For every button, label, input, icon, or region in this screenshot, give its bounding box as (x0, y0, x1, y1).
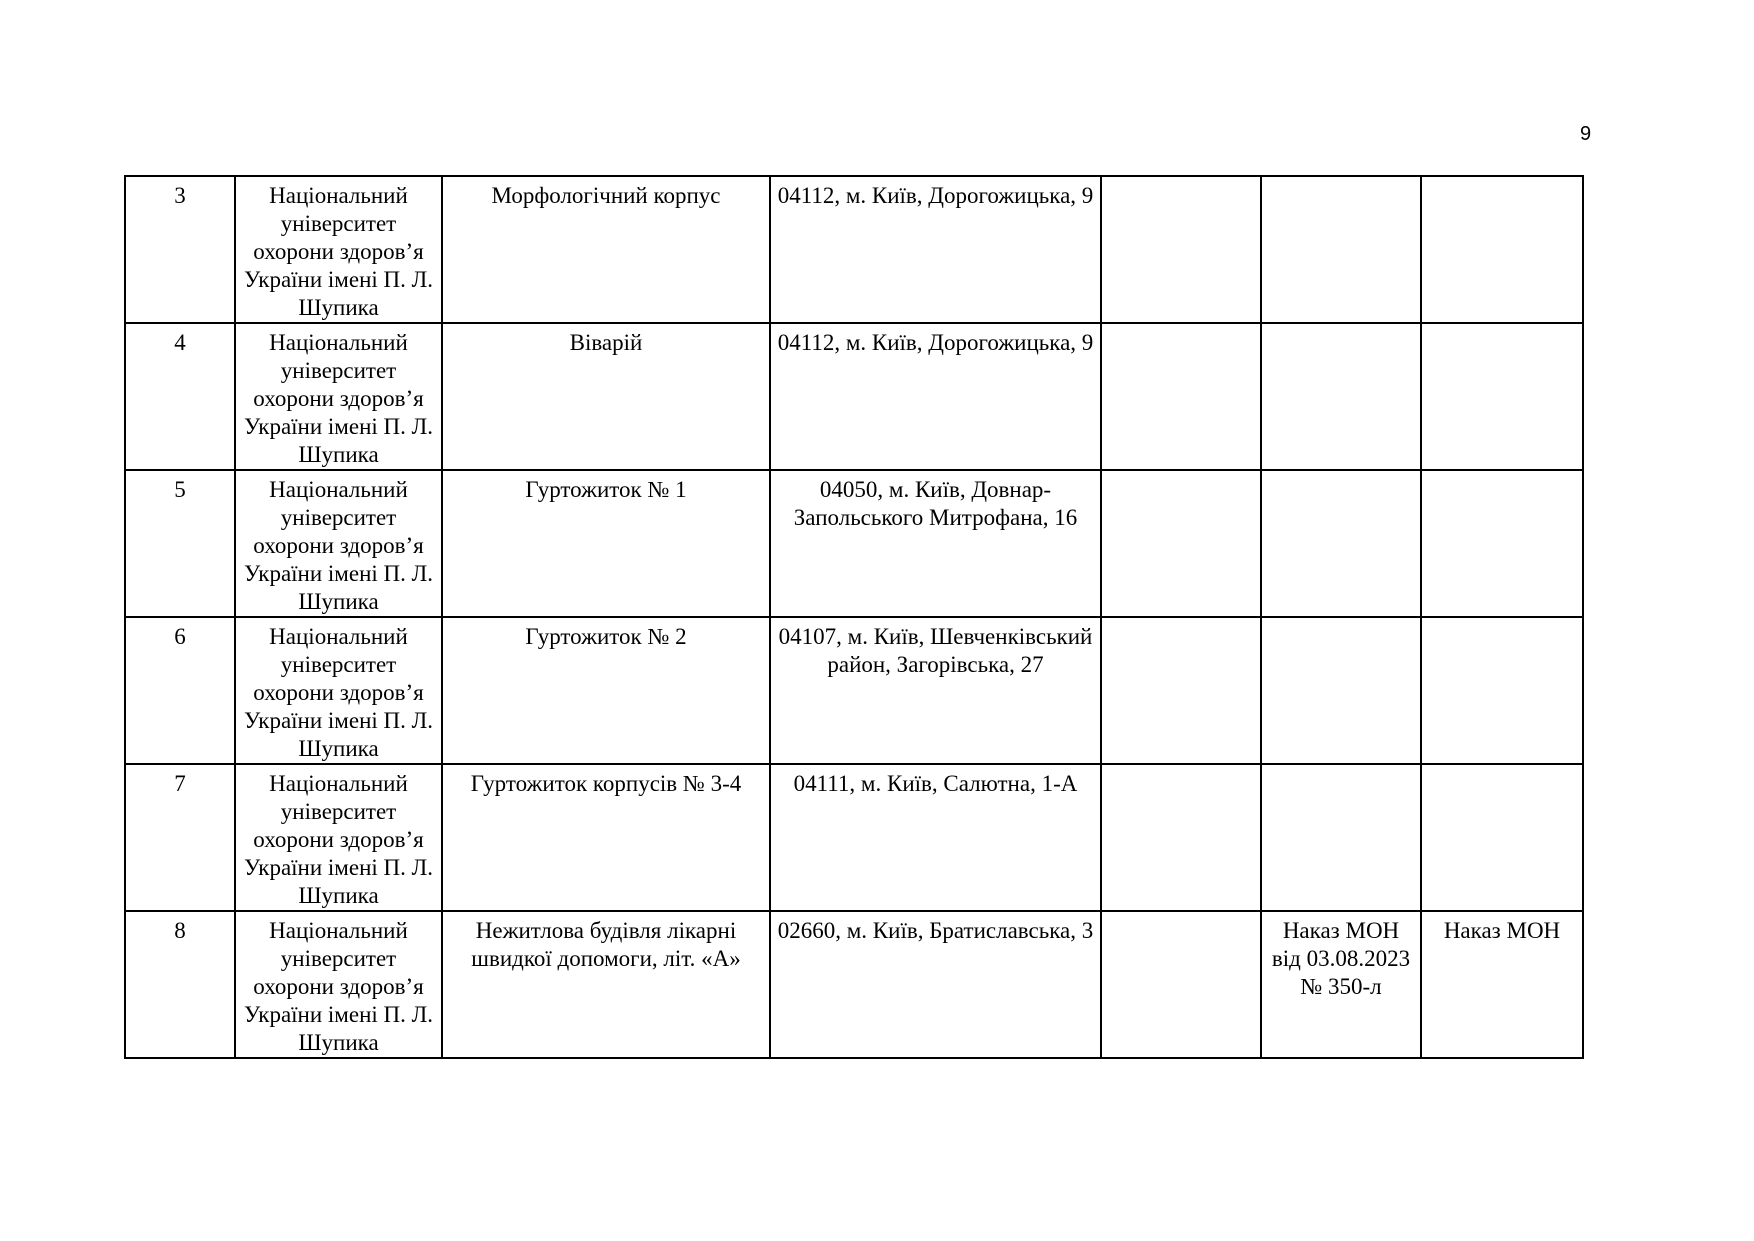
column-7-cell (1421, 470, 1583, 617)
object-name-cell: Морфологічний корпус (442, 176, 770, 323)
row-number-cell: 4 (125, 323, 235, 470)
column-7-cell (1421, 323, 1583, 470)
column-5-cell (1101, 911, 1261, 1058)
row-number-cell: 7 (125, 764, 235, 911)
object-name-cell: Віварій (442, 323, 770, 470)
row-number-cell: 6 (125, 617, 235, 764)
column-6-cell (1261, 617, 1421, 764)
column-5-cell (1101, 323, 1261, 470)
column-6-cell (1261, 323, 1421, 470)
column-6-cell (1261, 470, 1421, 617)
object-name-cell: Гуртожиток № 2 (442, 617, 770, 764)
column-5-cell (1101, 764, 1261, 911)
table-row (125, 911, 1583, 1058)
column-7-cell (1421, 764, 1583, 911)
address-cell: 04107, м. Київ, Шевченківський район, Загорівська, 27 (770, 617, 1101, 764)
organization-cell: Національний університет охорони здоров’я України імені П. Л. Шупика (235, 911, 442, 1058)
object-name-cell: Гуртожиток корпусів № 3-4 (442, 764, 770, 911)
column-6-cell (1261, 176, 1421, 323)
organization-cell: Національний університет охорони здоров’я України імені П. Л. Шупика (235, 764, 442, 911)
column-7-cell (1421, 617, 1583, 764)
table-row (125, 764, 1583, 911)
row-number-cell: 5 (125, 470, 235, 617)
address-cell: 04050, м. Київ, Довнар-Запольського Митрофана, 16 (770, 470, 1101, 617)
object-name-cell: Гуртожиток № 1 (442, 470, 770, 617)
address-cell: 04112, м. Київ, Дорогожицька, 9 (770, 176, 1101, 323)
table-row (125, 323, 1583, 470)
row-number-cell: 8 (125, 911, 235, 1058)
organization-cell: Національний університет охорони здоров’я України імені П. Л. Шупика (235, 470, 442, 617)
page-number: 9 (1580, 123, 1592, 145)
table-row (125, 617, 1583, 764)
organization-cell: Національний університет охорони здоров’я України імені П. Л. Шупика (235, 323, 442, 470)
row-number-cell: 3 (125, 176, 235, 323)
address-cell: 02660, м. Київ, Братиславська, 3 (770, 911, 1101, 1058)
organization-cell: Національний університет охорони здоров’я України імені П. Л. Шупика (235, 176, 442, 323)
column-6-cell: Наказ МОН від 03.08.2023 № 350-л (1261, 911, 1421, 1058)
column-5-cell (1101, 176, 1261, 323)
column-7-cell (1421, 176, 1583, 323)
object-name-cell: Нежитлова будівля лікарні швидкої допомоги, літ. «А» (442, 911, 770, 1058)
address-cell: 04112, м. Київ, Дорогожицька, 9 (770, 323, 1101, 470)
table-row (125, 470, 1583, 617)
address-cell: 04111, м. Київ, Салютна, 1-А (770, 764, 1101, 911)
organization-cell: Національний університет охорони здоров’я України імені П. Л. Шупика (235, 617, 442, 764)
column-6-cell (1261, 764, 1421, 911)
table-row (125, 176, 1583, 323)
registry-table (124, 175, 1584, 1059)
column-7-cell: Наказ МОН (1421, 911, 1583, 1058)
column-5-cell (1101, 617, 1261, 764)
column-5-cell (1101, 470, 1261, 617)
